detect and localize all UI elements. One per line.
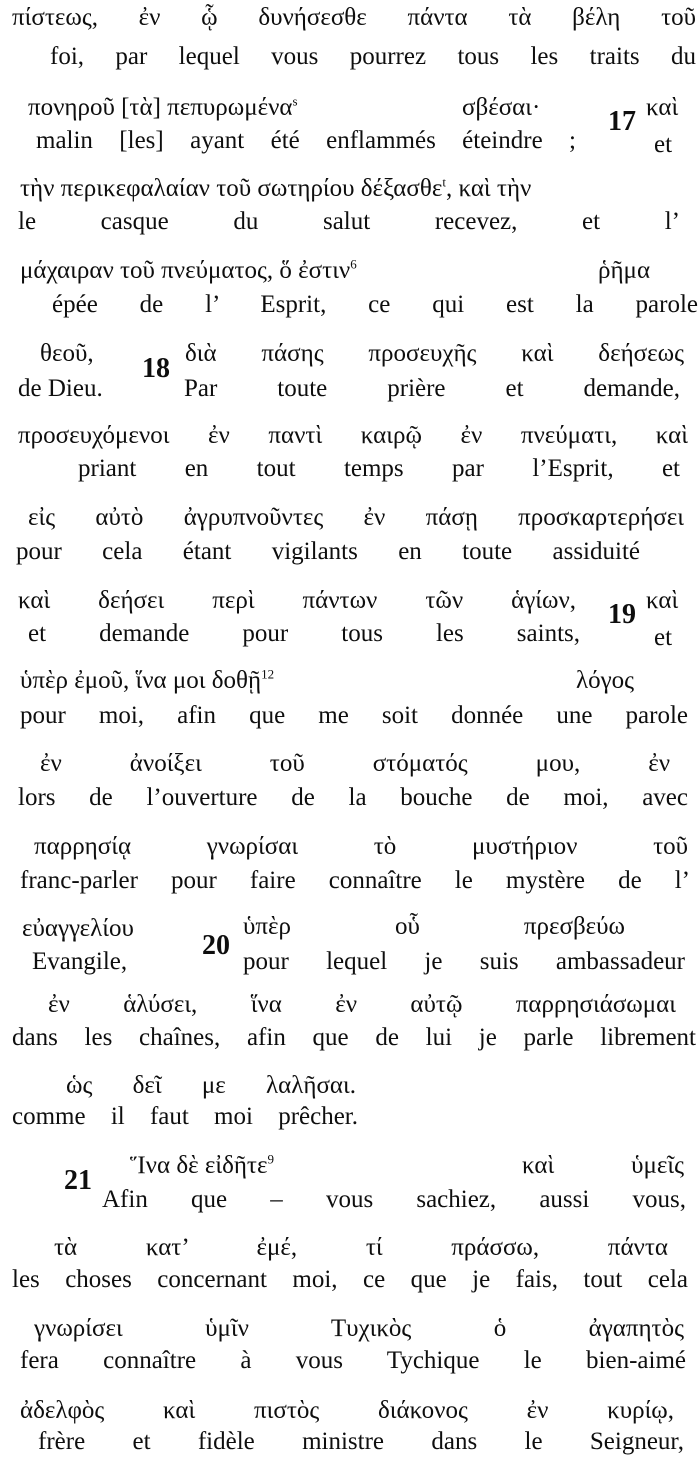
french-line: de Dieu. [18,375,103,402]
french-line: dans les chaînes, afin que de lui je parle librement [12,1024,696,1051]
greek-line: τὰ κατ’ ἐμέ, τί πράσσω, πάντα [54,1234,668,1261]
greek-line: πονηροῦ [τὰ] πεπυρωμένα$^s$ [28,93,298,121]
greek-line: θεοῦ, [40,340,94,367]
verse-number: 20 [202,930,230,961]
greek-line: σβέσαι· [462,94,541,121]
greek-line: γνωρίσει ὑμῖν Τυχικὸς ὁ ἀγαπητὸς [34,1315,684,1342]
french-line: frère et fidèle ministre dans le Seigneur, [38,1428,684,1455]
greek-line: τὴν περικεφαλαίαν τοῦ σωτηρίου δέξασθε$^t$, καὶ τὴν [20,174,532,202]
footnote-marker: 6 [350,256,357,272]
greek-line: ὡς δεῖ με λαλῆσαι. [66,1072,356,1099]
french-line: malin [les] ayant été enflammés éteindre ; [36,127,576,154]
french-line: foi, par lequel vous pourrez tous les traits du [50,43,696,70]
french-line: Par toute prière et demande, [184,375,680,402]
greek-line: διὰ πάσης προσευχῆς καὶ δεήσεως [185,340,684,367]
greek-line: μάχαιραν τοῦ πνεύματος, ὅ ἐστιν$^6$ [20,256,357,284]
greek-line: προσευχόμενοι ἐν παντὶ καιρῷ ἐν πνεύματι, καὶ [18,422,688,449]
french-line: franc-parler pour faire connaître le mystère de l’ [20,867,690,894]
french-line: et [654,624,673,651]
french-line: comme il faut moi prêcher. [12,1103,358,1130]
footnote-marker: s [292,93,298,109]
french-line: priant en tout temps par l’Esprit, et [78,455,680,482]
french-line: lors de l’ouverture de la bouche de moi, avec [18,784,688,811]
greek-line: λόγος [576,667,635,694]
french-line: fera connaître à vous Tychique le bien-aimé [20,1347,686,1374]
greek-line: ῥῆμα [598,257,651,284]
footnote-marker: t [442,174,446,190]
french-line: les choses concernant moi, ce que je fais, tout cela [12,1266,688,1293]
greek-line: ἐν ἀνοίξει τοῦ στόματός μου, ἐν [40,750,670,777]
french-line: et demande pour tous les saints, [28,620,580,647]
greek-line: καὶ δεήσει περὶ πάντων τῶν ἁγίων, [18,587,576,614]
verse-number: 19 [608,599,636,630]
greek-line: πίστεως, ἐν ᾧ δυνήσεσθε πάντα τὰ βέλη τοῦ [12,4,696,31]
french-line: pour lequel je suis ambassadeur [243,948,685,975]
verse-number: 17 [608,106,636,137]
greek-line: ὑπὲρ ἐμοῦ, ἵνα μοι δοθῇ$^{12}$ [20,666,275,694]
footnote-marker: 9 [267,1151,274,1167]
french-line: et [654,131,673,158]
greek-line: καὶ [646,587,679,614]
verse-number: 18 [142,353,170,384]
greek-line: εἰς αὐτὸ ἀγρυπνοῦντες ἐν πάσῃ προσκαρτερήσει [28,504,684,531]
greek-line: καὶ ὑμεῖς [522,1152,684,1179]
greek-line: καὶ [646,94,679,121]
greek-line: Ἵνα δὲ εἰδῆτε$^9$ [130,1151,274,1179]
french-line: le casque du salut recevez, et l’ [18,208,680,235]
footnote-marker: 12 [261,666,275,682]
greek-line: ἀδελφὸς καὶ πιστὸς διάκονος ἐν κυρίῳ, [20,1397,674,1424]
greek-line: εὐαγγελίου [22,915,134,942]
french-line: pour moi, afin que me soit donnée une parole [20,702,688,729]
french-line: Afin que – vous sachiez, aussi vous, [102,1186,686,1213]
greek-line: παρρησίᾳ γνωρίσαι τὸ μυστήριον τοῦ [34,833,688,860]
french-line: pour cela étant vigilants en toute assiduité [16,538,640,565]
verse-number: 21 [64,1165,92,1196]
french-line: épée de l’ Esprit, ce qui est la parole [52,291,698,318]
greek-line: ἐν ἁλύσει, ἵνα ἐν αὐτῷ παρρησιάσωμαι [48,991,676,1018]
french-line: Evangile, [32,948,128,975]
greek-line: ὑπὲρ οὗ πρεσβεύω [243,913,625,940]
